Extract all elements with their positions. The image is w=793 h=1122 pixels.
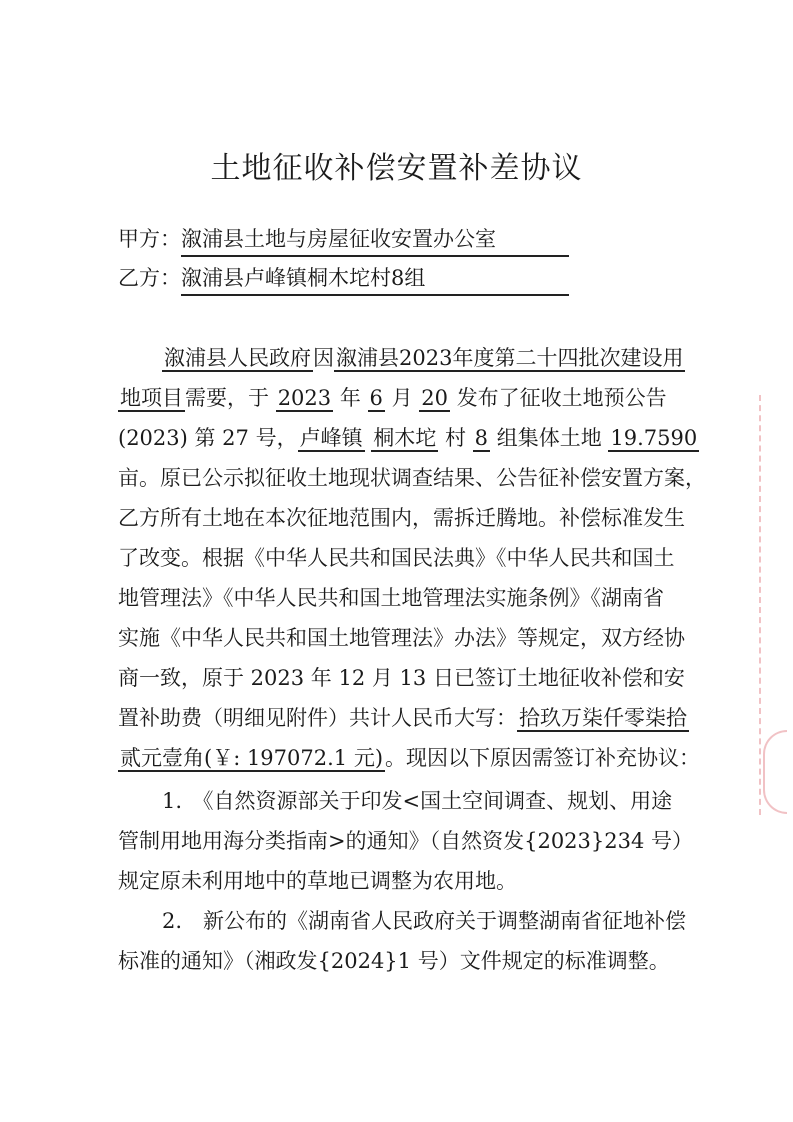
para1-line8: 实施《中华人民共和国土地管理法》办法》等规定，双方经协 xyxy=(118,626,685,650)
land-area: 19.7590 xyxy=(610,426,698,450)
item1-line2: 管制用地用海分类指南>的通知》（自然资发{2023}234 号） xyxy=(118,829,694,853)
item1-line1: 1. 《自然资源部关于印发<国土空间调查、规划、用途 xyxy=(162,789,673,813)
group-number: 8 xyxy=(474,426,489,450)
para1-line2: 地项目需要，于 2023 年 6 月 20 发布了征收土地预公告 xyxy=(120,386,667,410)
para1-line7: 地管理法》《中华人民共和国土地管理法实施条例》《湖南省 xyxy=(118,586,664,610)
para1-line1: 溆浦县人民政府因溆浦县2023年度第二十四批次建设用 xyxy=(164,346,684,370)
para1-line6: 了改变。根据《中华人民共和国民法典》《中华人民共和国土 xyxy=(118,546,675,570)
page-title: 土地征收补偿安置补差协议 xyxy=(210,151,583,186)
party-a xyxy=(118,223,569,253)
party-a-value: 溆浦县土地与房屋征收安置办公室 xyxy=(181,223,569,257)
town-name: 卢峰镇 xyxy=(299,426,363,450)
amount-words-1: 拾玖万柒仟零柒拾 xyxy=(519,706,687,730)
para1-line11: 贰元壹角(￥: 197072.1 元)。现因以下原因需签订补充协议： xyxy=(120,746,701,770)
government-name: 溆浦县人民政府 xyxy=(164,346,311,370)
party-a-label: 甲方： xyxy=(118,227,181,251)
item2-line2: 标准的通知》（湘政发{2024}1 号）文件规定的标准调整。 xyxy=(118,949,670,973)
para1-line3: (2023) 第 27 号，卢峰镇 桐木坨 村 8 组集体土地 19.7590 xyxy=(118,426,698,450)
party-b-value: 溆浦县卢峰镇桐木坨村8组 xyxy=(181,262,569,296)
announce-month: 6 xyxy=(369,386,383,410)
para1-line10: 置补助费（明细见附件）共计人民币大写：拾玖万柒仟零柒拾 xyxy=(118,706,687,730)
party-b-label: 乙方： xyxy=(118,266,181,290)
para1-line9: 商一致，原于 2023 年 12 月 13 日已签订土地征收补偿和安 xyxy=(118,666,685,690)
announce-day: 20 xyxy=(421,386,448,410)
project-name: 溆浦县2023年度第二十四批次建设用 xyxy=(336,346,684,370)
item2-line1: 2. 新公布的《湖南省人民政府关于调整湖南省征地补偿 xyxy=(162,909,687,933)
seal-mark xyxy=(763,730,787,814)
item1-line3: 规定原未利用地中的草地已调整为农用地。 xyxy=(118,869,517,893)
announce-year: 2023 xyxy=(277,386,332,410)
amount-words-2: 贰元壹角(￥: 197072.1 元) xyxy=(120,746,384,770)
para1-line4: 亩。原已公示拟征收土地现状调查结果、公告征补偿安置方案， xyxy=(118,466,706,490)
village-name: 桐木坨 xyxy=(373,426,437,450)
party-b xyxy=(118,262,569,292)
announcement-number: (2023) 第 27 号， xyxy=(118,426,298,450)
para1-line5: 乙方所有土地在本次征地范围内，需拆迁腾地。补偿标准发生 xyxy=(118,506,685,530)
